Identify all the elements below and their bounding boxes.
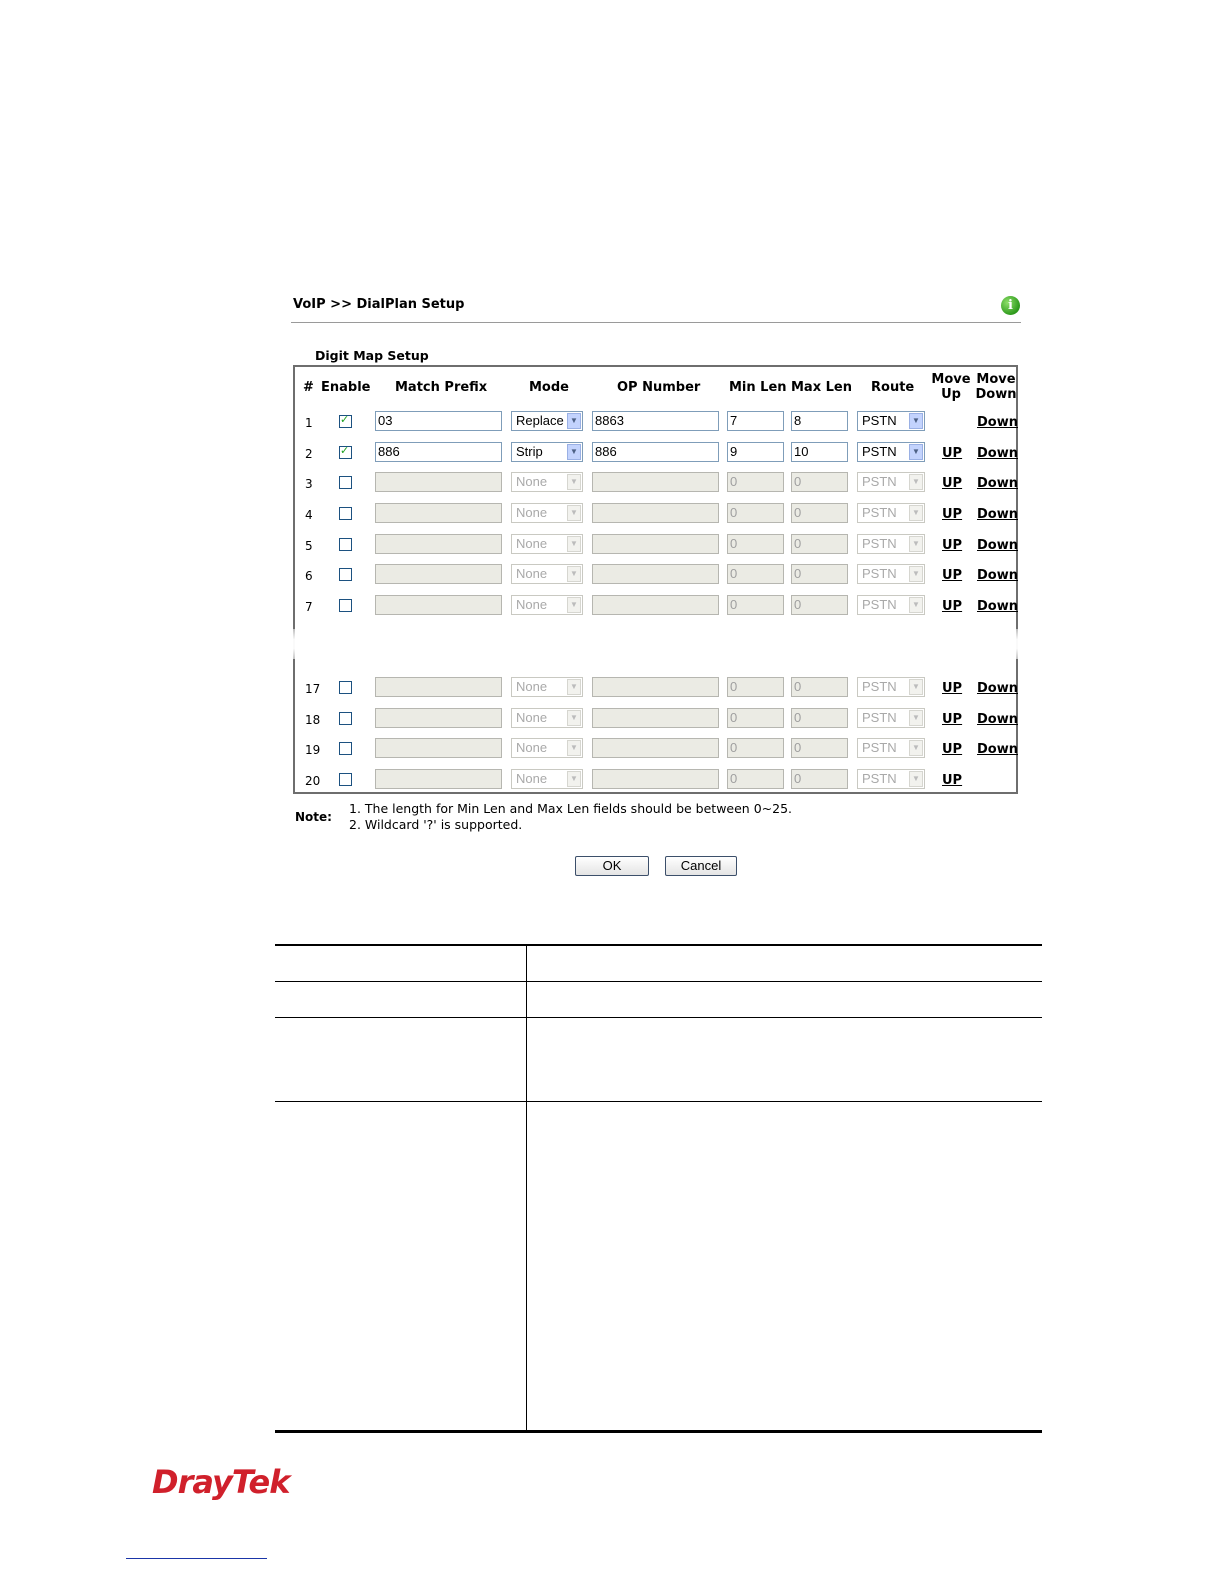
chevron-down-icon: ▼ <box>909 740 923 756</box>
max-len-input[interactable]: 0 <box>791 708 848 728</box>
op-number-input[interactable] <box>592 595 719 615</box>
mode-select[interactable] <box>511 472 583 492</box>
route-select[interactable] <box>857 564 925 584</box>
col-move-up-line1: Move <box>931 372 971 387</box>
chevron-down-icon: ▼ <box>909 413 923 429</box>
mode-value: Strip <box>516 444 543 459</box>
col-move-down-line1: Move <box>976 372 1016 387</box>
route-value: PSTN <box>862 474 897 489</box>
op-number-input[interactable] <box>592 708 719 728</box>
move-up-link[interactable]: UP <box>942 476 963 491</box>
move-down-link[interactable]: Down <box>977 446 1018 461</box>
table-row <box>295 766 1016 796</box>
mode-value: Replace <box>516 413 564 428</box>
mode-select[interactable] <box>511 442 583 462</box>
mode-value: None <box>516 740 548 755</box>
enable-checkbox[interactable] <box>339 712 352 725</box>
mode-value: None <box>516 474 548 489</box>
move-up-link[interactable]: UP <box>942 538 963 553</box>
match-prefix-input[interactable] <box>375 769 502 789</box>
route-select[interactable] <box>857 503 925 523</box>
col-max-len: Max Len <box>791 380 852 395</box>
op-number-input[interactable] <box>592 534 719 554</box>
chevron-down-icon: ▼ <box>567 413 581 429</box>
chevron-down-icon: ▼ <box>567 474 581 490</box>
move-down-link[interactable]: Down <box>977 742 1018 757</box>
mode-value: None <box>516 679 548 694</box>
route-select[interactable] <box>857 595 925 615</box>
table-row <box>295 561 1016 591</box>
mode-select[interactable] <box>511 534 583 554</box>
note-label: Note: <box>295 810 332 824</box>
chevron-down-icon: ▼ <box>909 536 923 552</box>
enable-checkbox[interactable] <box>339 599 352 612</box>
max-len-input[interactable]: 0 <box>791 564 848 584</box>
note-line-1: 1. The length for Min Len and Max Len fields should be between 0~25. <box>349 801 792 816</box>
screenshot-cut-mask <box>293 629 1028 659</box>
chevron-down-icon: ▼ <box>567 444 581 460</box>
route-value: PSTN <box>862 597 897 612</box>
move-down-link[interactable]: Down <box>977 507 1018 522</box>
enable-checkbox[interactable] <box>339 742 352 755</box>
op-number-input[interactable] <box>592 503 719 523</box>
table-row <box>295 531 1016 561</box>
col-move-up-line2: Up <box>941 387 961 402</box>
mode-select[interactable] <box>511 708 583 728</box>
col-enable: Enable <box>321 380 371 395</box>
mode-select[interactable] <box>511 411 583 431</box>
match-prefix-input[interactable] <box>375 595 502 615</box>
max-len-input[interactable]: 0 <box>791 472 848 492</box>
cancel-button[interactable]: Cancel <box>665 856 737 876</box>
route-value: PSTN <box>862 413 897 428</box>
table-row <box>295 674 1016 704</box>
enable-checkbox[interactable] <box>339 415 352 428</box>
note-text <box>349 801 792 833</box>
enable-checkbox[interactable] <box>339 446 352 459</box>
table-row <box>295 408 1016 438</box>
table-column-divider <box>526 944 527 1433</box>
move-up-link[interactable]: UP <box>942 742 963 757</box>
row-number: 4 <box>305 508 313 522</box>
row-number: 3 <box>305 477 313 491</box>
op-number-input[interactable] <box>592 769 719 789</box>
move-up-link[interactable]: UP <box>942 681 963 696</box>
col-move-up <box>931 372 971 402</box>
col-min-len: Min Len <box>729 380 787 395</box>
table-row <box>295 735 1016 765</box>
col-mode: Mode <box>529 380 569 395</box>
page-title: VoIP >> DialPlan Setup <box>293 297 465 312</box>
min-len-input[interactable]: 0 <box>727 769 784 789</box>
mode-select[interactable] <box>511 677 583 697</box>
move-down-link[interactable]: Down <box>977 476 1018 491</box>
max-len-input[interactable]: 8 <box>791 411 848 431</box>
match-prefix-input[interactable] <box>375 677 502 697</box>
op-number-input[interactable] <box>592 564 719 584</box>
route-value: PSTN <box>862 679 897 694</box>
mode-select[interactable] <box>511 769 583 789</box>
section-title: Digit Map Setup <box>315 348 429 363</box>
min-len-input[interactable]: 0 <box>727 677 784 697</box>
dialplan-screenshot <box>283 287 1028 887</box>
chevron-down-icon: ▼ <box>909 444 923 460</box>
move-down-link[interactable]: Down <box>977 538 1018 553</box>
mode-select[interactable] <box>511 738 583 758</box>
chevron-down-icon: ▼ <box>909 771 923 787</box>
max-len-input[interactable]: 0 <box>791 595 848 615</box>
route-select[interactable] <box>857 442 925 462</box>
col-op-number: OP Number <box>617 380 701 395</box>
route-value: PSTN <box>862 536 897 551</box>
row-number: 1 <box>305 416 313 430</box>
mode-value: None <box>516 536 548 551</box>
chevron-down-icon: ▼ <box>909 597 923 613</box>
match-prefix-input[interactable] <box>375 564 502 584</box>
move-down-link[interactable]: Down <box>977 599 1018 614</box>
header-divider <box>291 322 1021 323</box>
chevron-down-icon: ▼ <box>567 597 581 613</box>
mode-value: None <box>516 505 548 520</box>
route-value: PSTN <box>862 771 897 786</box>
move-up-link[interactable]: UP <box>942 773 963 788</box>
row-number: 5 <box>305 539 313 553</box>
route-value: PSTN <box>862 566 897 581</box>
route-select[interactable] <box>857 677 925 697</box>
chevron-down-icon: ▼ <box>567 771 581 787</box>
max-len-input[interactable]: 0 <box>791 738 848 758</box>
table-row <box>295 592 1016 622</box>
move-down-link[interactable]: Down <box>977 681 1018 696</box>
max-len-input[interactable]: 0 <box>791 534 848 554</box>
op-number-input[interactable]: 886 <box>592 442 719 462</box>
row-number: 6 <box>305 569 313 583</box>
table-rule <box>275 1101 1042 1102</box>
route-select[interactable] <box>857 411 925 431</box>
min-len-input[interactable]: 0 <box>727 708 784 728</box>
chevron-down-icon: ▼ <box>567 536 581 552</box>
chevron-down-icon: ▼ <box>567 679 581 695</box>
route-select[interactable] <box>857 534 925 554</box>
table-rule <box>275 981 1042 982</box>
chevron-down-icon: ▼ <box>567 740 581 756</box>
table-row <box>295 439 1016 469</box>
max-len-input[interactable]: 10 <box>791 442 848 462</box>
table-rule <box>275 1017 1042 1018</box>
min-len-input[interactable]: 9 <box>727 442 784 462</box>
col-num: # <box>303 380 314 395</box>
min-len-input[interactable]: 0 <box>727 503 784 523</box>
move-down-link[interactable]: Down <box>977 415 1018 430</box>
col-move-down-line2: Down <box>975 387 1017 402</box>
row-number: 2 <box>305 447 313 461</box>
mode-value: None <box>516 597 548 612</box>
route-select[interactable] <box>857 472 925 492</box>
row-number: 20 <box>305 774 321 788</box>
min-len-input[interactable]: 7 <box>727 411 784 431</box>
max-len-input[interactable]: 0 <box>791 769 848 789</box>
table-row <box>295 500 1016 530</box>
match-prefix-input[interactable] <box>375 738 502 758</box>
row-number: 18 <box>305 713 321 727</box>
move-up-link[interactable]: UP <box>942 712 963 727</box>
enable-checkbox[interactable] <box>339 568 352 581</box>
move-up-link[interactable]: UP <box>942 568 963 583</box>
chevron-down-icon: ▼ <box>567 710 581 726</box>
op-number-input[interactable]: 8863 <box>592 411 719 431</box>
route-value: PSTN <box>862 505 897 520</box>
enable-checkbox[interactable] <box>339 538 352 551</box>
mode-select[interactable] <box>511 564 583 584</box>
match-prefix-input[interactable] <box>375 708 502 728</box>
match-prefix-input[interactable] <box>375 534 502 554</box>
chevron-down-icon: ▼ <box>567 505 581 521</box>
parameter-description-table <box>275 944 1042 1433</box>
route-select[interactable] <box>857 769 925 789</box>
max-len-input[interactable]: 0 <box>791 503 848 523</box>
enable-checkbox[interactable] <box>339 507 352 520</box>
row-number: 7 <box>305 600 313 614</box>
col-move-down <box>975 372 1017 402</box>
route-value: PSTN <box>862 710 897 725</box>
info-icon[interactable]: i <box>1001 296 1020 315</box>
col-match-prefix: Match Prefix <box>395 380 488 395</box>
col-route: Route <box>871 380 915 395</box>
enable-checkbox[interactable] <box>339 681 352 694</box>
op-number-input[interactable] <box>592 738 719 758</box>
draytek-logo: DrayTek <box>152 1463 290 1501</box>
chevron-down-icon: ▼ <box>909 474 923 490</box>
route-select[interactable] <box>857 708 925 728</box>
ok-button[interactable]: OK <box>575 856 649 876</box>
move-up-link[interactable]: UP <box>942 599 963 614</box>
mode-value: None <box>516 566 548 581</box>
move-down-link[interactable]: Down <box>977 568 1018 583</box>
chevron-down-icon: ▼ <box>567 566 581 582</box>
min-len-input[interactable]: 0 <box>727 738 784 758</box>
table-rule-bottom <box>275 1430 1042 1433</box>
chevron-down-icon: ▼ <box>909 566 923 582</box>
row-number: 19 <box>305 743 321 757</box>
digit-map-table <box>293 365 1018 794</box>
footer-link-line <box>126 1558 267 1559</box>
match-prefix-input[interactable]: 886 <box>375 442 502 462</box>
chevron-down-icon: ▼ <box>909 710 923 726</box>
route-value: PSTN <box>862 740 897 755</box>
op-number-input[interactable] <box>592 472 719 492</box>
table-row <box>295 705 1016 735</box>
min-len-input[interactable]: 0 <box>727 472 784 492</box>
row-number: 17 <box>305 682 321 696</box>
chevron-down-icon: ▼ <box>909 505 923 521</box>
note-line-2: 2. Wildcard '?' is supported. <box>349 817 523 832</box>
route-select[interactable] <box>857 738 925 758</box>
min-len-input[interactable]: 0 <box>727 595 784 615</box>
match-prefix-input[interactable] <box>375 472 502 492</box>
table-row <box>295 469 1016 499</box>
mode-select[interactable] <box>511 595 583 615</box>
route-value: PSTN <box>862 444 897 459</box>
move-up-link[interactable]: UP <box>942 446 963 461</box>
max-len-input[interactable]: 0 <box>791 677 848 697</box>
enable-checkbox[interactable] <box>339 773 352 786</box>
min-len-input[interactable]: 0 <box>727 564 784 584</box>
match-prefix-input[interactable]: 03 <box>375 411 502 431</box>
table-rule-top <box>275 944 1042 946</box>
chevron-down-icon: ▼ <box>909 679 923 695</box>
min-len-input[interactable]: 0 <box>727 534 784 554</box>
move-down-link[interactable]: Down <box>977 712 1018 727</box>
mode-value: None <box>516 771 548 786</box>
op-number-input[interactable] <box>592 677 719 697</box>
enable-checkbox[interactable] <box>339 476 352 489</box>
match-prefix-input[interactable] <box>375 503 502 523</box>
move-up-link[interactable]: UP <box>942 507 963 522</box>
mode-select[interactable] <box>511 503 583 523</box>
mode-value: None <box>516 710 548 725</box>
